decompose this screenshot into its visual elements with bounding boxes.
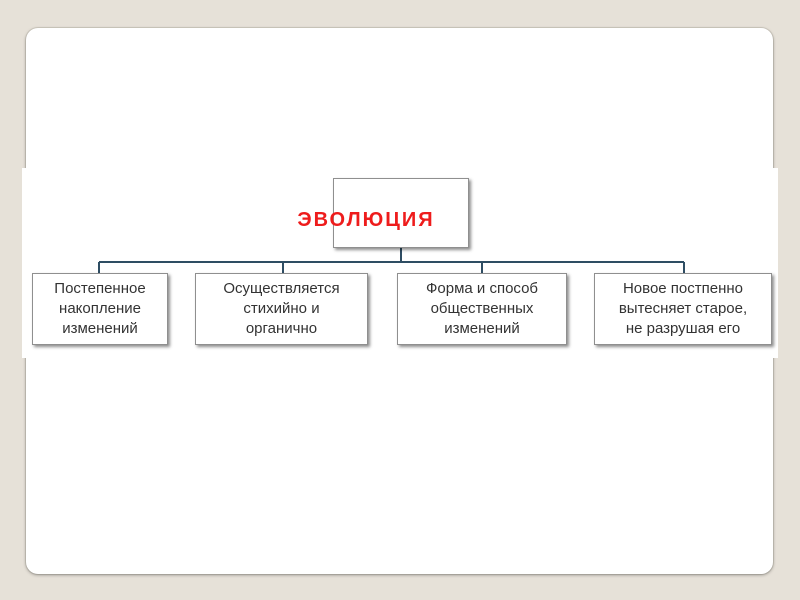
child-node-1 xyxy=(32,273,168,345)
child-label-1: Постепенное накопление изменений xyxy=(54,280,146,337)
child-label-3: Форма и способ общественных изменений xyxy=(425,280,539,337)
root-node xyxy=(297,178,469,248)
child-node-3 xyxy=(397,273,567,345)
root-label: ЭВОЛЮЦИЯ xyxy=(297,208,435,231)
child-node-2 xyxy=(195,273,368,345)
child-label-2: Осуществляется стихийно и органично xyxy=(223,280,340,337)
child-node-4 xyxy=(594,273,772,345)
child-label-4: Новое постпенно вытесняет старое, не разрушая его xyxy=(618,280,748,337)
